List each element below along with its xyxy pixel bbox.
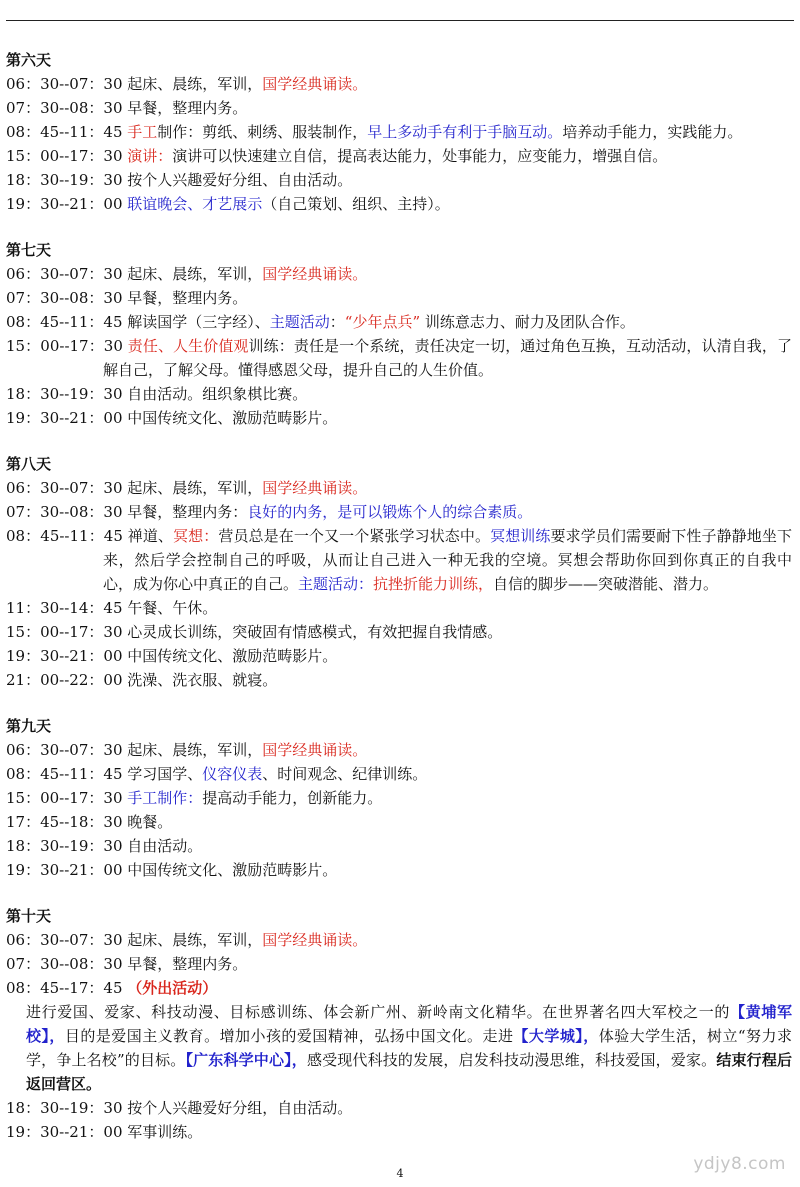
highlight-text: 【大学城】， xyxy=(513,1027,599,1045)
highlight-text: 国学经典诵读。 xyxy=(262,479,368,497)
day-title: 第八天 xyxy=(6,455,52,473)
entry-text: 15：00--17：30 心灵成长训练，突破固有情感模式，有效把握自我情感。 xyxy=(6,623,503,641)
entry-text: （自己策划、组织、主持）。 xyxy=(262,195,450,213)
day-title: 第十天 xyxy=(6,907,52,925)
schedule-entry xyxy=(6,858,792,882)
schedule-entry xyxy=(6,834,792,858)
entry-text: 制作：剪纸、刺绣、服装制作， xyxy=(157,123,368,141)
entry-text: 07：30--08：30 早餐，整理内务。 xyxy=(6,955,248,973)
entry-text: 提高动手能力，创新能力。 xyxy=(202,789,383,807)
entry-text: 08：45--11：45 学习国学、 xyxy=(6,765,203,783)
highlight-text: （外出活动） xyxy=(127,979,218,997)
schedule-entry xyxy=(6,144,792,168)
highlight-text: 仪容仪表 xyxy=(202,765,263,783)
highlight-text: 冥想训练 xyxy=(490,527,551,545)
highlight-text: 国学经典诵读。 xyxy=(262,265,368,283)
day-title: 第九天 xyxy=(6,717,52,735)
entry-text: 18：30--19：30 自由活动。组织象棋比赛。 xyxy=(6,385,308,403)
entry-text: 15：00--17：30 xyxy=(6,789,128,807)
entry-text: 07：30--08：30 早餐，整理内务。 xyxy=(6,99,248,117)
day-title: 第六天 xyxy=(6,51,52,69)
highlight-text: 责任、人生价值观 xyxy=(127,337,249,355)
entry-text: 19：30--21：00 xyxy=(6,195,128,213)
schedule-entry xyxy=(6,762,792,786)
entry-text: 体验大学生活，树立“努力求学，争上名校”的目标。 xyxy=(26,1027,792,1069)
highlight-text: 国学经典诵读。 xyxy=(262,75,368,93)
entry-text: 08：45--17：45 xyxy=(6,979,128,997)
highlight-text: 抗挫折能力训练， xyxy=(373,575,494,593)
entry-text: 06：30--07：30 起床、晨练，军训， xyxy=(6,265,263,283)
schedule-entry xyxy=(6,524,792,596)
schedule-document xyxy=(6,48,792,1166)
highlight-text: 国学经典诵读。 xyxy=(262,741,368,759)
highlight-text: 早上多动手有利于手脑互动。 xyxy=(367,123,563,141)
schedule-entry xyxy=(6,928,792,952)
entry-text: 训练意志力、耐力及团队合作。 xyxy=(420,313,635,331)
entry-text: 18：30--19：30 按个人兴趣爱好分组，自由活动。 xyxy=(6,1099,353,1117)
day-section xyxy=(6,48,792,216)
day-section xyxy=(6,714,792,882)
entry-text: 培养动手能力，实践能力。 xyxy=(562,123,743,141)
entry-text: 08：45--11：45 xyxy=(6,123,128,141)
entry-text: 08：45--11：45 禅道、 xyxy=(6,527,174,545)
entry-text: 07：30--08：30 早餐，整理内务。 xyxy=(6,289,248,307)
schedule-entry xyxy=(6,168,792,192)
entry-text: 07：30--08：30 早餐，整理内务： xyxy=(6,503,248,521)
entry-text: 19：30--21：00 中国传统文化、激励范畴影片。 xyxy=(6,409,338,427)
entry-text: 15：00--17：30 xyxy=(6,337,128,355)
highlight-text: 国学经典诵读。 xyxy=(262,931,368,949)
schedule-entry xyxy=(6,810,792,834)
schedule-entry xyxy=(6,286,792,310)
entry-text: 结束行程后返回营区。 xyxy=(26,1051,792,1093)
entry-text: ： xyxy=(329,313,345,331)
entry-text: 、时间观念、纪律训练。 xyxy=(262,765,428,783)
highlight-text: 演讲： xyxy=(127,147,173,165)
schedule-entry xyxy=(6,96,792,120)
entry-text: 06：30--07：30 起床、晨练，军训， xyxy=(6,75,263,93)
schedule-entry xyxy=(6,644,792,668)
highlight-text: 主题活动： xyxy=(298,575,374,593)
schedule-entry xyxy=(6,72,792,96)
page-number: 4 xyxy=(396,1167,404,1180)
schedule-entry xyxy=(6,334,792,382)
day-section xyxy=(6,238,792,430)
highlight-text: 手工 xyxy=(127,123,158,141)
day-section xyxy=(6,452,792,692)
entry-text: 进行爱国、爱家、科技动漫、目标感训练、体会新广州、新岭南文化精华。在世界著名四大军校之一的 xyxy=(26,1003,731,1021)
entry-text: 19：30--21：00 中国传统文化、激励范畴影片。 xyxy=(6,861,338,879)
highlight-text: 【黄埔军校】， xyxy=(26,1003,792,1045)
entry-text: 训练：责任是一个系统，责任决定一切，通过角色互换，互动活动，认清自我，了解自己，了解父母。懂得感恩父母，提升自己的人生价值。 xyxy=(103,337,792,379)
entry-text: 演讲可以快速建立自信，提高表达能力，处事能力，应变能力，增强自信。 xyxy=(172,147,668,165)
schedule-entry xyxy=(6,192,792,216)
schedule-entry xyxy=(6,738,792,762)
entry-text: 15：00--17：30 xyxy=(6,147,128,165)
schedule-entry xyxy=(6,596,792,620)
entry-text: 18：30--19：30 按个人兴趣爱好分组、自由活动。 xyxy=(6,171,353,189)
entry-text: 06：30--07：30 起床、晨练，军训， xyxy=(6,741,263,759)
entry-text: 08：45--11：45 解读国学（三字经）、 xyxy=(6,313,270,331)
activity-description xyxy=(6,1000,792,1096)
entry-text: 21：00--22：00 洗澡、洗衣服、就寝。 xyxy=(6,671,278,689)
entry-text: 17：45--18：30 晚餐。 xyxy=(6,813,173,831)
highlight-text: 手工制作： xyxy=(127,789,203,807)
schedule-entry xyxy=(6,1096,792,1120)
entry-text: 感受现代科技的发展，启发科技动漫思维，科技爱国，爱家。 xyxy=(306,1051,717,1069)
highlight-text: “少年点兵” xyxy=(344,313,421,331)
highlight-text: 主题活动 xyxy=(269,313,330,331)
schedule-entry xyxy=(6,976,792,1000)
highlight-text: 【广东科学中心】， xyxy=(185,1051,307,1069)
entry-text: 06：30--07：30 起床、晨练，军训， xyxy=(6,479,263,497)
day-section xyxy=(6,904,792,1144)
schedule-entry xyxy=(6,952,792,976)
day-title: 第七天 xyxy=(6,241,52,259)
entry-text: 19：30--21：00 中国传统文化、激励范畴影片。 xyxy=(6,647,338,665)
schedule-entry xyxy=(6,310,792,334)
entry-text: 11：30--14：45 午餐、午休。 xyxy=(6,599,218,617)
entry-text: 19：30--21：00 军事训练。 xyxy=(6,1123,203,1141)
highlight-text: 良好的内务，是可以锻炼个人的综合素质。 xyxy=(247,503,533,521)
schedule-entry xyxy=(6,120,792,144)
schedule-entry xyxy=(6,786,792,810)
entry-text: 营员总是在一个又一个紧张学习状态中。 xyxy=(218,527,491,545)
schedule-entry xyxy=(6,406,792,430)
highlight-text: 冥想： xyxy=(173,527,219,545)
entry-text: 自信的脚步——突破潜能、潜力。 xyxy=(493,575,719,593)
watermark: ydjy8.com xyxy=(693,1154,786,1174)
entry-text: 目的是爱国主义教育。增加小孩的爱国精神，弘扬中国文化。走进 xyxy=(64,1027,514,1045)
schedule-entry xyxy=(6,500,792,524)
schedule-entry xyxy=(6,620,792,644)
highlight-text: 联谊晚会、才艺展示 xyxy=(127,195,263,213)
schedule-entry xyxy=(6,382,792,406)
entry-text: 要求学员们需要耐下性子静静地坐下来，然后学会控制自己的呼吸，从而让自己进入一种无我的空境。冥想会帮助你回到你真正的自我中心，成为你心中真正的自己。 xyxy=(103,527,792,593)
schedule-entry xyxy=(6,668,792,692)
entry-text: 18：30--19：30 自由活动。 xyxy=(6,837,203,855)
schedule-entry xyxy=(6,476,792,500)
schedule-entry xyxy=(6,1120,792,1144)
header-rule xyxy=(6,20,794,21)
entry-text: 06：30--07：30 起床、晨练，军训， xyxy=(6,931,263,949)
schedule-entry xyxy=(6,262,792,286)
